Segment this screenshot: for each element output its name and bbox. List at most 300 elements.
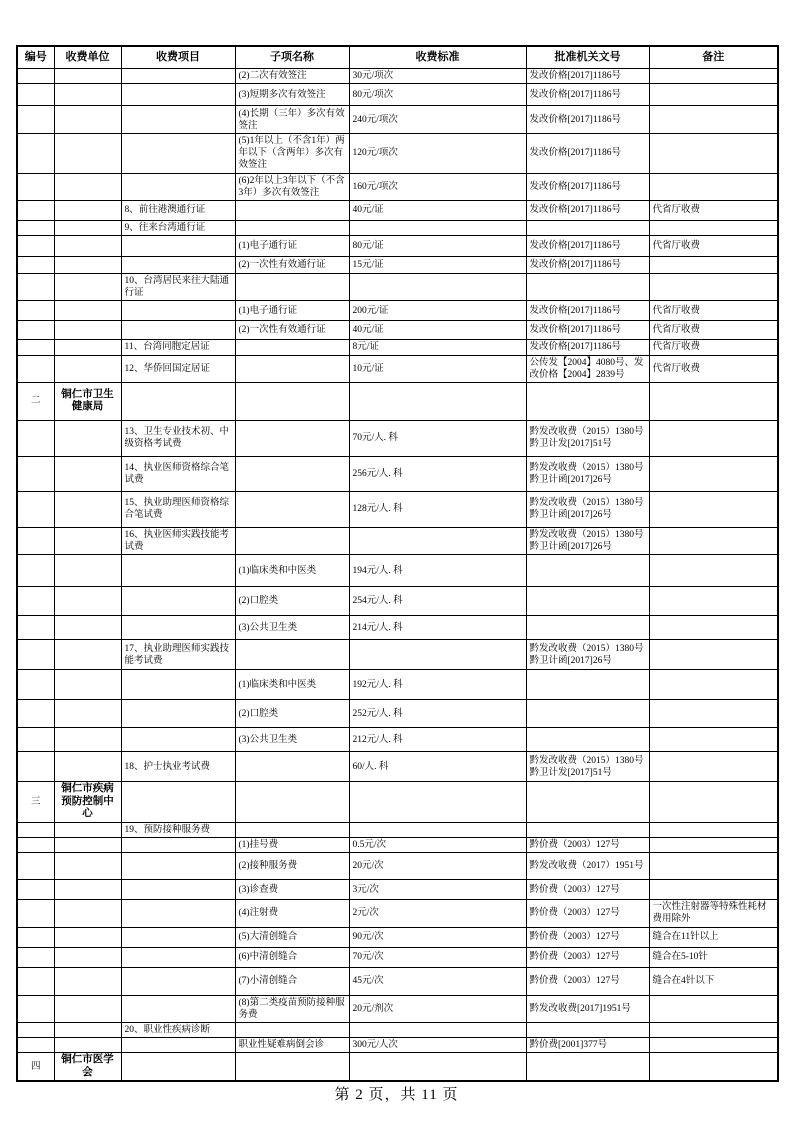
column-header-no: 编号 (17, 46, 54, 69)
cell-no (17, 587, 54, 616)
cell-standard (349, 1022, 526, 1037)
cell-approval (526, 616, 649, 640)
cell-note (649, 752, 778, 782)
cell-no (17, 257, 54, 274)
cell-no (17, 555, 54, 587)
table-row (17, 782, 778, 823)
cell-approval (526, 1053, 649, 1082)
cell-no: 二 (17, 382, 54, 420)
cell-no (17, 947, 54, 967)
cell-no (17, 616, 54, 640)
cell-subitem: (2)一次性有效通行证 (235, 257, 349, 274)
cell-unit (54, 340, 121, 355)
table-row (17, 220, 778, 235)
cell-subitem: (6)中清创缝合 (235, 947, 349, 967)
cell-subitem (235, 527, 349, 554)
cell-approval: 发改价格[2017]1186号 (526, 321, 649, 340)
cell-item (121, 616, 235, 640)
cell-unit (54, 967, 121, 995)
column-header-note: 备注 (649, 46, 778, 69)
cell-item: 15、执业助理医师资格综合笔试费 (121, 491, 235, 527)
cell-approval (526, 1022, 649, 1037)
cell-standard: 212元/人. 科 (349, 728, 526, 752)
cell-standard: 194元/人. 科 (349, 555, 526, 587)
cell-no (17, 822, 54, 837)
cell-approval (526, 555, 649, 587)
cell-subitem: (1)电子通行证 (235, 236, 349, 257)
cell-no (17, 1022, 54, 1037)
cell-item (121, 728, 235, 752)
cell-approval (526, 382, 649, 420)
table-row (17, 84, 778, 106)
cell-subitem (235, 640, 349, 670)
cell-item: 12、华侨回国定居证 (121, 355, 235, 382)
cell-standard: 254元/人. 科 (349, 587, 526, 616)
cell-subitem: (3)诊查费 (235, 880, 349, 900)
cell-no (17, 995, 54, 1022)
cell-no: 三 (17, 782, 54, 823)
table-row (17, 616, 778, 640)
cell-note (649, 670, 778, 700)
cell-standard: 300元/人次 (349, 1038, 526, 1053)
table-row (17, 555, 778, 587)
cell-subitem: (1)电子通行证 (235, 301, 349, 321)
cell-approval: 发改价格[2017]1186号 (526, 173, 649, 200)
cell-subitem: (4)长期（三年）多次有效签注 (235, 106, 349, 134)
column-header-approval: 批准机关文号 (526, 46, 649, 69)
cell-approval: 发改价格[2017]1186号 (526, 84, 649, 106)
cell-unit (54, 69, 121, 84)
cell-subitem (235, 200, 349, 220)
cell-unit (54, 838, 121, 853)
cell-subitem: (1)挂号费 (235, 838, 349, 853)
column-header-standard: 收费标准 (349, 46, 526, 69)
cell-unit (54, 927, 121, 947)
table-row (17, 838, 778, 853)
cell-approval: 公传发【2004】4080号、发改价格【2004】2839号 (526, 355, 649, 382)
cell-note (649, 173, 778, 200)
cell-subitem: (8)第二类疫苗预防接种服务费 (235, 995, 349, 1022)
cell-subitem: (4)注射费 (235, 900, 349, 927)
cell-unit (54, 1038, 121, 1053)
cell-subitem (235, 782, 349, 823)
cell-standard: 192元/人. 科 (349, 670, 526, 700)
cell-standard: 80元/项次 (349, 84, 526, 106)
cell-no (17, 301, 54, 321)
cell-subitem (235, 456, 349, 491)
cell-unit (54, 616, 121, 640)
cell-unit: 铜仁市医学会 (54, 1053, 121, 1082)
cell-standard: 214元/人. 科 (349, 616, 526, 640)
cell-standard (349, 640, 526, 670)
cell-approval: 黔价费（2003）127号 (526, 927, 649, 947)
cell-note: 代省厅收费 (649, 355, 778, 382)
cell-item (121, 1053, 235, 1082)
cell-note: 缝合在4针以下 (649, 967, 778, 995)
table-row (17, 200, 778, 220)
cell-note: 代省厅收费 (649, 340, 778, 355)
cell-item (121, 880, 235, 900)
table-row (17, 640, 778, 670)
table-row (17, 1038, 778, 1053)
cell-approval: 黔发改收费（2015）1380号 黔卫计函[2017]26号 (526, 491, 649, 527)
cell-item: 14、执业医师资格综合笔试费 (121, 456, 235, 491)
cell-no (17, 69, 54, 84)
cell-unit (54, 822, 121, 837)
cell-unit (54, 752, 121, 782)
cell-approval: 黔发改收费（2017）1951号 (526, 853, 649, 880)
cell-approval: 黔发改收费（2015）1380号 黔卫计函[2017]26号 (526, 527, 649, 554)
cell-unit (54, 321, 121, 340)
cell-subitem: (2)二次有效签注 (235, 69, 349, 84)
cell-standard: 160元/项次 (349, 173, 526, 200)
cell-no (17, 321, 54, 340)
cell-subitem: (3)公共卫生类 (235, 728, 349, 752)
cell-standard: 70元/人. 科 (349, 420, 526, 456)
cell-no (17, 355, 54, 382)
cell-item (121, 84, 235, 106)
cell-unit (54, 527, 121, 554)
table-row (17, 1053, 778, 1082)
cell-unit (54, 670, 121, 700)
cell-item (121, 106, 235, 134)
cell-unit (54, 220, 121, 235)
cell-subitem (235, 382, 349, 420)
cell-approval: 黔价费[2001]377号 (526, 1038, 649, 1053)
cell-standard: 128元/人. 科 (349, 491, 526, 527)
cell-note (649, 527, 778, 554)
cell-note (649, 853, 778, 880)
cell-no (17, 640, 54, 670)
cell-approval: 黔发改收费（2015）1380号 黔卫计发[2017]51号 (526, 752, 649, 782)
table-row (17, 995, 778, 1022)
cell-item: 18、护士执业考试费 (121, 752, 235, 782)
cell-note (649, 420, 778, 456)
cell-item (121, 236, 235, 257)
cell-unit (54, 587, 121, 616)
cell-unit (54, 1022, 121, 1037)
table-body (17, 69, 778, 1082)
table-row (17, 967, 778, 995)
cell-unit (54, 236, 121, 257)
cell-subitem: (7)小清创缝合 (235, 967, 349, 995)
table-row (17, 257, 778, 274)
cell-unit (54, 853, 121, 880)
cell-item: 10、台湾居民来往大陆通行证 (121, 274, 235, 301)
cell-note (649, 1053, 778, 1082)
cell-no (17, 527, 54, 554)
table-row (17, 134, 778, 173)
cell-approval: 发改价格[2017]1186号 (526, 200, 649, 220)
cell-note (649, 456, 778, 491)
cell-note (649, 587, 778, 616)
table-row (17, 456, 778, 491)
cell-subitem: (2)接种服务费 (235, 853, 349, 880)
table-row (17, 69, 778, 84)
cell-no (17, 340, 54, 355)
cell-note: 代省厅收费 (649, 236, 778, 257)
cell-standard (349, 274, 526, 301)
cell-unit (54, 355, 121, 382)
cell-approval: 黔发改收费（2015）1380号 黔卫计函[2017]26号 (526, 640, 649, 670)
cell-no (17, 670, 54, 700)
cell-unit (54, 555, 121, 587)
cell-standard: 2元/次 (349, 900, 526, 927)
cell-approval (526, 822, 649, 837)
cell-subitem (235, 220, 349, 235)
cell-note (649, 995, 778, 1022)
cell-item (121, 782, 235, 823)
cell-unit (54, 200, 121, 220)
cell-unit: 铜仁市卫生健康局 (54, 382, 121, 420)
cell-approval: 黔价费（2003）127号 (526, 947, 649, 967)
cell-note: 一次性注射器等特殊性耗材费用除外 (649, 900, 778, 927)
column-header-subitem: 子项名称 (235, 46, 349, 69)
cell-no (17, 838, 54, 853)
cell-note (649, 106, 778, 134)
table-header (17, 46, 778, 69)
cell-unit (54, 301, 121, 321)
cell-no (17, 134, 54, 173)
cell-standard (349, 782, 526, 823)
cell-no (17, 752, 54, 782)
cell-approval (526, 728, 649, 752)
table-row (17, 527, 778, 554)
cell-item (121, 670, 235, 700)
cell-no (17, 84, 54, 106)
table-row (17, 1022, 778, 1037)
cell-standard: 8元/证 (349, 340, 526, 355)
cell-subitem: (5)大清创缝合 (235, 927, 349, 947)
cell-no (17, 106, 54, 134)
cell-no (17, 200, 54, 220)
cell-approval: 黔发改收费[2017]1951号 (526, 995, 649, 1022)
cell-subitem: (3)短期多次有效签注 (235, 84, 349, 106)
cell-note (649, 782, 778, 823)
table-row (17, 491, 778, 527)
cell-no (17, 220, 54, 235)
cell-approval: 发改价格[2017]1186号 (526, 69, 649, 84)
cell-subitem: (2)口腔类 (235, 587, 349, 616)
cell-standard: 10元/证 (349, 355, 526, 382)
cell-subitem (235, 822, 349, 837)
cell-standard: 20元/次 (349, 853, 526, 880)
table-row (17, 927, 778, 947)
cell-standard (349, 822, 526, 837)
table-row (17, 752, 778, 782)
table-row (17, 700, 778, 728)
cell-note (649, 640, 778, 670)
table-row (17, 106, 778, 134)
table-row (17, 822, 778, 837)
cell-standard: 40元/证 (349, 200, 526, 220)
cell-subitem: (3)公共卫生类 (235, 616, 349, 640)
cell-note (649, 134, 778, 173)
table-row (17, 355, 778, 382)
cell-unit (54, 420, 121, 456)
cell-approval: 发改价格[2017]1186号 (526, 106, 649, 134)
cell-item (121, 173, 235, 200)
cell-item (121, 853, 235, 880)
cell-subitem: (1)临床类和中医类 (235, 555, 349, 587)
cell-note (649, 84, 778, 106)
cell-standard (349, 527, 526, 554)
column-header-unit: 收费单位 (54, 46, 121, 69)
cell-note (649, 880, 778, 900)
cell-item: 11、台湾同胞定居证 (121, 340, 235, 355)
cell-item (121, 69, 235, 84)
cell-standard: 45元/次 (349, 967, 526, 995)
cell-no (17, 456, 54, 491)
cell-item (121, 927, 235, 947)
cell-unit (54, 700, 121, 728)
cell-standard: 240元/项次 (349, 106, 526, 134)
cell-unit (54, 173, 121, 200)
cell-approval (526, 587, 649, 616)
cell-subitem: (1)临床类和中医类 (235, 670, 349, 700)
cell-item (121, 1038, 235, 1053)
cell-subitem (235, 1022, 349, 1037)
cell-item (121, 382, 235, 420)
cell-item: 17、执业助理医师实践技能考试费 (121, 640, 235, 670)
table-row (17, 321, 778, 340)
cell-note (649, 1022, 778, 1037)
cell-unit (54, 728, 121, 752)
cell-unit (54, 134, 121, 173)
cell-unit: 铜仁市疾病预防控制中心 (54, 782, 121, 823)
cell-standard: 3元/次 (349, 880, 526, 900)
cell-unit (54, 900, 121, 927)
cell-item: 19、预防接种服务费 (121, 822, 235, 837)
cell-standard: 252元/人. 科 (349, 700, 526, 728)
table-row (17, 340, 778, 355)
cell-no (17, 853, 54, 880)
cell-standard: 90元/次 (349, 927, 526, 947)
table-row (17, 900, 778, 927)
cell-subitem: (2)口腔类 (235, 700, 349, 728)
cell-approval (526, 670, 649, 700)
cell-no (17, 700, 54, 728)
cell-note: 缝合在11针以上 (649, 927, 778, 947)
cell-subitem (235, 420, 349, 456)
cell-item: 16、执业医师实践技能考试费 (121, 527, 235, 554)
cell-no (17, 967, 54, 995)
cell-note (649, 257, 778, 274)
cell-subitem (235, 355, 349, 382)
cell-approval: 发改价格[2017]1186号 (526, 134, 649, 173)
cell-item (121, 134, 235, 173)
table-row (17, 670, 778, 700)
cell-standard: 70元/次 (349, 947, 526, 967)
table-row (17, 587, 778, 616)
cell-unit (54, 640, 121, 670)
table-row (17, 236, 778, 257)
cell-item (121, 257, 235, 274)
cell-note (649, 1038, 778, 1053)
table-row (17, 382, 778, 420)
cell-item: 20、职业性疾病诊断 (121, 1022, 235, 1037)
cell-item (121, 967, 235, 995)
cell-subitem (235, 752, 349, 782)
cell-subitem: (6)2年以上3年以下（不含3年）多次有效签注 (235, 173, 349, 200)
cell-subitem (235, 1053, 349, 1082)
cell-no (17, 173, 54, 200)
cell-approval (526, 782, 649, 823)
cell-standard: 80元/证 (349, 236, 526, 257)
cell-item: 9、往来台湾通行证 (121, 220, 235, 235)
cell-subitem (235, 274, 349, 301)
cell-approval: 黔价费（2003）127号 (526, 900, 649, 927)
cell-note (649, 274, 778, 301)
cell-note (649, 555, 778, 587)
cell-subitem (235, 340, 349, 355)
cell-approval (526, 700, 649, 728)
cell-approval: 发改价格[2017]1186号 (526, 301, 649, 321)
cell-approval: 发改价格[2017]1186号 (526, 257, 649, 274)
cell-note (649, 838, 778, 853)
cell-no (17, 420, 54, 456)
cell-standard: 0.5元/次 (349, 838, 526, 853)
cell-approval: 黔发改收费（2015）1380号 黔卫计发[2017]51号 (526, 420, 649, 456)
page-number: 第 2 页，共 11 页 (334, 1087, 459, 1103)
cell-item (121, 555, 235, 587)
fee-schedule-table (16, 45, 779, 1082)
cell-no: 四 (17, 1053, 54, 1082)
cell-standard: 40元/证 (349, 321, 526, 340)
cell-standard: 30元/项次 (349, 69, 526, 84)
cell-subitem: (5)1年以上（不含1年）两年以下（含两年）多次有效签注 (235, 134, 349, 173)
cell-item (121, 700, 235, 728)
cell-no (17, 900, 54, 927)
cell-item (121, 838, 235, 853)
cell-unit (54, 84, 121, 106)
cell-note (649, 382, 778, 420)
cell-unit (54, 995, 121, 1022)
cell-approval: 发改价格[2017]1186号 (526, 236, 649, 257)
cell-item (121, 947, 235, 967)
cell-standard: 15元/证 (349, 257, 526, 274)
cell-item (121, 301, 235, 321)
cell-standard (349, 220, 526, 235)
table-row (17, 853, 778, 880)
cell-note (649, 728, 778, 752)
cell-subitem: (2)一次性有效通行证 (235, 321, 349, 340)
cell-standard (349, 1053, 526, 1082)
cell-approval: 发改价格[2017]1186号 (526, 340, 649, 355)
cell-no (17, 236, 54, 257)
cell-approval: 黔价费（2003）127号 (526, 967, 649, 995)
cell-no (17, 274, 54, 301)
cell-unit (54, 456, 121, 491)
cell-unit (54, 257, 121, 274)
cell-approval: 黔价费（2003）127号 (526, 880, 649, 900)
cell-item: 8、前往港澳通行证 (121, 200, 235, 220)
cell-subitem (235, 491, 349, 527)
table-row (17, 420, 778, 456)
cell-approval (526, 274, 649, 301)
cell-approval: 黔价费（2003）127号 (526, 838, 649, 853)
cell-unit (54, 491, 121, 527)
cell-note (649, 616, 778, 640)
cell-standard: 200元/证 (349, 301, 526, 321)
cell-standard: 20元/剂次 (349, 995, 526, 1022)
cell-no (17, 880, 54, 900)
cell-note: 代省厅收费 (649, 200, 778, 220)
cell-note: 缝合在5-10针 (649, 947, 778, 967)
cell-standard: 120元/项次 (349, 134, 526, 173)
cell-item (121, 587, 235, 616)
cell-item (121, 995, 235, 1022)
